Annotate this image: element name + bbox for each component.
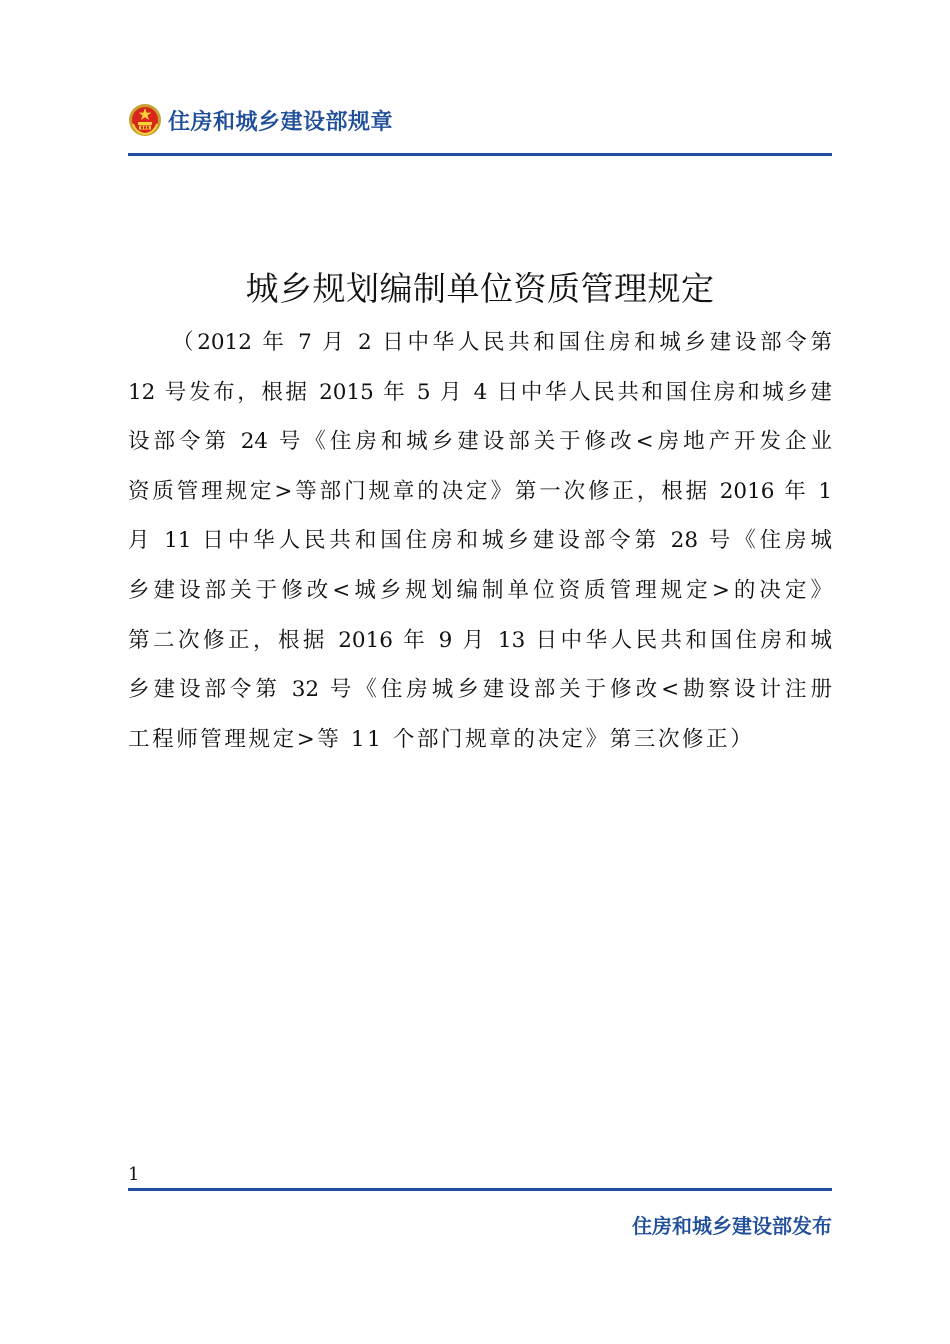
- revision-history: [128, 318, 832, 764]
- history-line: 工程师管理规定>等 11 个部门规章的决定》第三次修正）: [128, 726, 755, 752]
- footer-divider: [128, 1188, 832, 1191]
- footer-publisher: 住房和城乡建设部发布: [632, 1214, 832, 1238]
- history-line: 资质管理规定>等部门规章的决定》第一次修正，根据 2016 年 1: [128, 478, 832, 504]
- national-emblem-icon: [128, 103, 162, 137]
- page-header: [128, 98, 832, 142]
- history-line: 12 号发布，根据 2015 年 5 月 4 日中华人民共和国住房和城乡建: [128, 379, 832, 405]
- header-title: 住房和城乡建设部规章: [168, 109, 394, 135]
- history-line: 乡建设部令第 32 号《住房城乡建设部关于修改<勘察设计注册: [128, 677, 832, 703]
- history-line: 设部令第 24 号《住房和城乡建设部关于修改<房地产开发企业: [128, 429, 832, 455]
- history-line: 乡建设部关于修改<城乡规划编制单位资质管理规定>的决定》: [128, 577, 832, 603]
- document-title: 城乡规划编制单位资质管理规定: [245, 269, 715, 308]
- history-line: 第二次修正，根据 2016 年 9 月 13 日中华人民共和国住房和城: [128, 627, 832, 653]
- history-line: （2012 年 7 月 2 日中华人民共和国住房和城乡建设部令第: [172, 330, 832, 355]
- page-number: 1: [128, 1164, 140, 1185]
- header-divider: [128, 153, 832, 156]
- history-line: 月 11 日中华人民共和国住房和城乡建设部令第 28 号《住房城: [128, 528, 832, 554]
